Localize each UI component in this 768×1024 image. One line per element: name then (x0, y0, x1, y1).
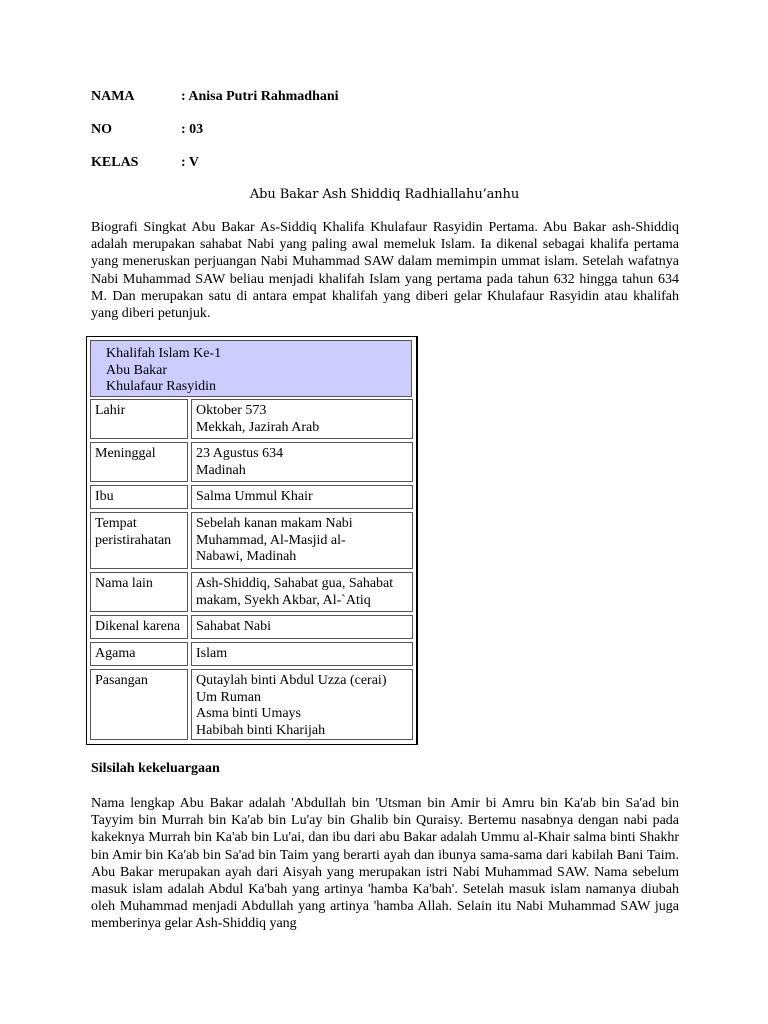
infobox-value-cell (191, 442, 413, 482)
infobox-key: Dikenal karena (95, 619, 181, 634)
infobox-header-line: Khulafaur Rasyidin (106, 379, 217, 394)
no-label: NO (91, 122, 112, 137)
infobox-value-line: Oktober 573 (196, 403, 267, 418)
infobox-key: Nama lain (95, 576, 153, 591)
infobox-value-line: Um Ruman (196, 689, 261, 705)
nama-label: NAMA (91, 89, 135, 104)
infobox-value-line: 23 Agustus 634 (196, 446, 284, 461)
document-title: Abu Bakar Ash Shiddiq Radhiallahu’anhu (249, 187, 520, 202)
infobox-key-cell (90, 442, 188, 482)
infobox-value-cell (191, 615, 413, 639)
infobox-key-cell (90, 399, 188, 439)
infobox-value-line: Habibah binti Kharijah (196, 722, 326, 738)
infobox-key: Ibu (95, 489, 114, 504)
infobox-value-line: Islam (196, 646, 228, 661)
infobox-value-line: Salma Ummul Khair (196, 489, 313, 504)
infobox-header (90, 340, 412, 397)
infobox-value-cell (191, 399, 413, 439)
infobox-key-cell (90, 572, 188, 612)
infobox-key-cell (90, 642, 188, 666)
infobox-key: Tempat (95, 516, 137, 531)
infobox-value-line: Sahabat Nabi (196, 619, 272, 634)
kelas-value: : V (181, 155, 200, 170)
infobox-value-line: Ash-Shiddiq, Sahabat gua, Sahabat (196, 576, 394, 591)
infobox-key: Pasangan (95, 673, 148, 688)
intro-paragraph: Biografi Singkat Abu Bakar As-Siddiq Khalifa Khulafaur Rasyidin Pertama. Abu Bakar ash-Shiddiq adalah merupakan sahabat Nabi yang paling awal memeluk Islam. Ia dikenal sebagai khalifa pertama yang meneruskan perjuangan Nabi Muhammad SAW dalam memimpin ummat islam. Setelah wafatnya Nabi Muhammad SAW beliau menjadi khalifah Islam yang pertama pada tahun 632 hingga tahun 634 M. Dan merupakan satu di antara empat khalifah yang diberi gelar Khulafaur Rasyidin atau khalifah yang diberi petunjuk. (91, 220, 679, 322)
infobox-value-cell (191, 669, 413, 740)
infobox-value-line: Muhammad, Al-Masjid al- (196, 532, 346, 548)
kelas-label: KELAS (91, 155, 139, 170)
infobox-value-cell (191, 512, 413, 569)
infobox-key: Meninggal (95, 446, 156, 461)
family-paragraph: Nama lengkap Abu Bakar adalah 'Abdullah bin 'Utsman bin Amir bi Amru bin Ka'ab bin Sa'ad bin Tayyim bin Murrah bin Ka'ab bin Lu'ay bin Ghalib bin Quraisy. Bertemu nasabnya dengan nabi pada kakeknya Murrah bin Ka'ab bin Lu'ai, dan ibu dari abu Bakar adalah Ummu al-Khair salma binti Shakhr bin Amir bin Ka'ab bin Sa'ad bin Taim yang berarti ayah dan ibunya sama-sama dari kabilah Bani Taim. Abu Bakar merupakan ayah dari Aisyah yang merupakan istri Nabi Muhammad SAW. Nama sebelum masuk islam adalah Abdul Ka'bah yang artinya 'hamba Ka'bah'. Setelah masuk islam namanya diubah oleh Muhammad menjadi Abdullah yang artinya 'hamba Allah. Selain itu Nabi Muhammad SAW juga memberinya gelar Ash-Shiddiq yang (91, 796, 679, 932)
infobox-value-line: Madinah (196, 462, 246, 478)
no-value: : 03 (181, 122, 204, 137)
infobox-key-cell (90, 615, 188, 639)
infobox-value-cell (191, 642, 413, 666)
infobox-value-line: makam, Syekh Akbar, Al-`Atiq (196, 592, 371, 608)
infobox-key: peristirahatan (95, 532, 172, 548)
infobox-value-cell (191, 485, 413, 509)
infobox (86, 336, 417, 745)
infobox-value-cell (191, 572, 413, 612)
infobox-key-cell (90, 669, 188, 740)
nama-value: : Anisa Putri Rahmadhani (181, 89, 339, 104)
section-heading: Silsilah kekeluargaan (91, 761, 220, 776)
infobox-key-cell (90, 512, 188, 569)
infobox-key-cell (90, 485, 188, 509)
infobox-header-line: Khalifah Islam Ke-1 (106, 346, 222, 361)
infobox-value-line: Mekkah, Jazirah Arab (196, 419, 320, 435)
infobox-key: Lahir (95, 403, 126, 418)
infobox-value-line: Asma binti Umays (196, 706, 301, 721)
infobox-value-line: Nabawi, Madinah (196, 549, 297, 564)
infobox-header-line: Abu Bakar (106, 362, 168, 378)
infobox-value-line: Qutaylah binti Abdul Uzza (cerai) (196, 673, 387, 688)
infobox-value-line: Sebelah kanan makam Nabi (196, 516, 353, 531)
infobox-key: Agama (95, 646, 136, 661)
